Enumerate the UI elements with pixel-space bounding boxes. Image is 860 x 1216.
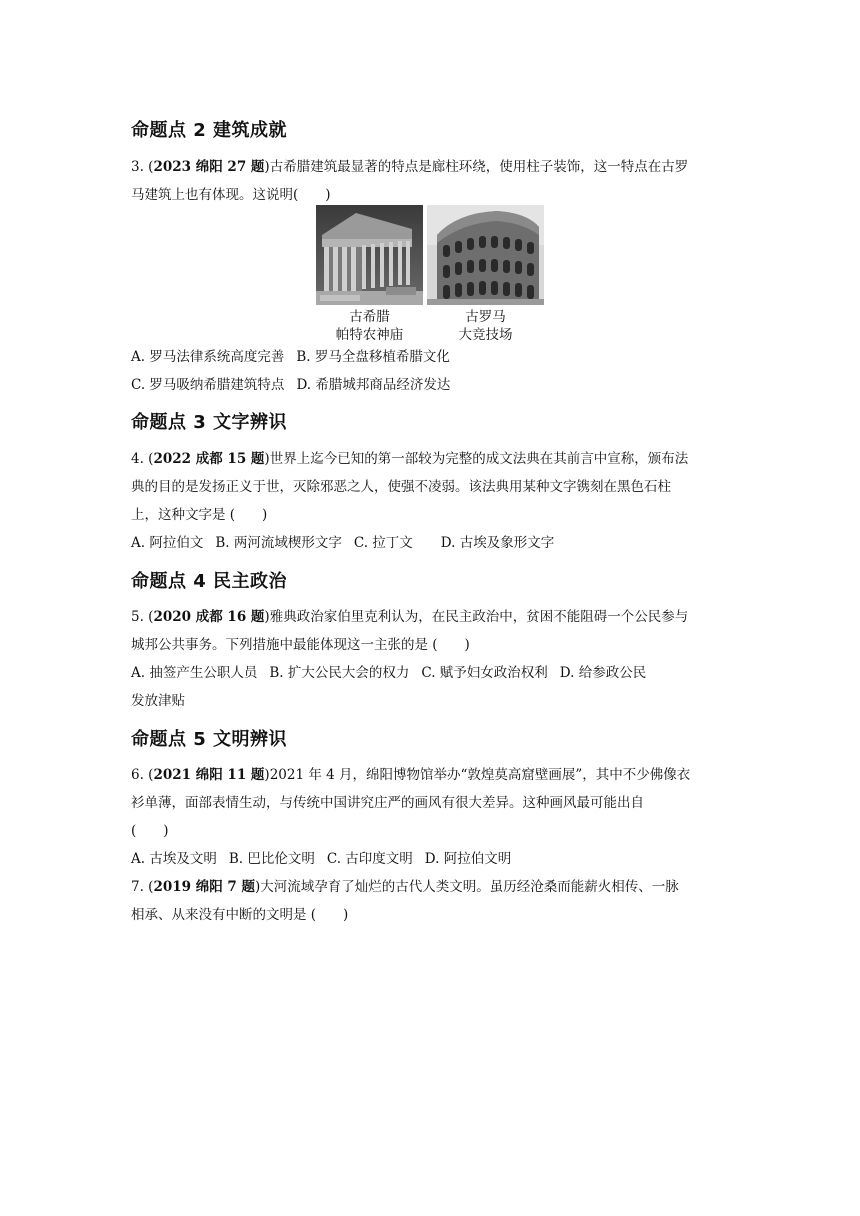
question-3-number: 3. (: [131, 159, 154, 175]
question-6-option-d: D. 阿拉伯文明: [424, 851, 512, 867]
question-7-source: 2019 绵阳 7 题: [153, 879, 256, 895]
question-6-option-a: A. 古埃及文明: [131, 851, 217, 867]
question-3-option-a: A. 罗马法律系统高度完善: [131, 349, 285, 365]
question-4-option-a: A. 阿拉伯文: [131, 535, 204, 551]
question-6-option-c: C. 古印度文明: [326, 851, 413, 867]
question-6-line-2: 衫单薄，面部表情生动，与传统中国讲究庄严的画风有很大差异。这种画风最可能出自: [131, 795, 644, 811]
question-5-option-d: D. 给参政公民: [559, 665, 647, 681]
question-3-option-c: C. 罗马吸纳希腊建筑特点: [131, 377, 285, 393]
question-4-option-b: B. 两河流域楔形文字: [215, 535, 342, 551]
question-5-source: 2020 成都 16 题: [153, 609, 265, 625]
question-6-option-b: B. 巴比伦文明: [228, 851, 315, 867]
section-heading-5: 命题点 5 文明辨识: [131, 729, 288, 750]
question-5-option-c: C. 赋予妇女政治权利: [421, 665, 548, 681]
question-4-text-1: )世界上迄今已知的第一部较为完整的成文法典在其前言中宣称，颁布法: [264, 451, 689, 467]
question-4-line-1: [131, 447, 688, 467]
question-6-number: 6. (: [131, 767, 154, 783]
question-6-line-3: ( ): [131, 823, 169, 839]
section-heading-4: 命题点 4 民主政治: [131, 571, 288, 592]
question-5-option-b: B. 扩大公民大会的权力: [269, 665, 410, 681]
question-3-line-2: 马建筑上也有体现。这说明( ): [131, 187, 331, 203]
question-6-text-1: )2021 年 4 月，绵阳博物馆举办“敦煌莫高窟壁画展”，其中不少佛像衣: [264, 767, 691, 783]
question-6-line-1: [131, 763, 690, 783]
question-6-source: 2021 绵阳 11 题: [153, 767, 265, 783]
question-5-text-1: )雅典政治家伯里克利认为，在民主政治中，贫困不能阻碍一个公民参与: [264, 609, 689, 625]
parthenon-caption-line-2: 帕特农神庙: [335, 327, 404, 343]
question-4-line-3: 上，这种文字是 ( ): [131, 507, 268, 523]
colosseum-caption-line-1: 古罗马: [465, 309, 506, 325]
question-5-line-1: [131, 605, 688, 625]
question-5-line-2: 城邦公共事务。下列措施中最能体现这一主张的是 ( ): [131, 637, 470, 653]
question-5-number: 5. (: [131, 609, 154, 625]
question-3-source: 2023 绵阳 27 题: [153, 159, 265, 175]
colosseum-caption-line-2: 大竞技场: [458, 327, 513, 343]
question-3-option-b: B. 罗马全盘移植希腊文化: [296, 349, 450, 365]
question-4-option-c: C. 拉丁文: [353, 535, 413, 551]
question-3-text-1: )古希腊建筑最显著的特点是廊柱环绕，使用柱子装饰，这一特点在古罗: [264, 159, 689, 175]
question-4-source: 2022 成都 15 题: [153, 451, 265, 467]
parthenon-image: [316, 205, 423, 305]
question-5-option-d-cont: 发放津贴: [131, 693, 185, 709]
question-7-line-1: [131, 875, 679, 895]
question-4-options: [131, 531, 554, 551]
question-7-text-1: )大河流域孕育了灿烂的古代人类文明。虽历经沧桑而能薪火相传、一脉: [255, 879, 679, 895]
question-6-options: [131, 847, 511, 867]
question-3-options-row-2: [131, 373, 450, 393]
question-3-option-d: D. 希腊城邦商品经济发达: [296, 377, 451, 393]
colosseum-caption: [427, 308, 544, 344]
question-4-number: 4. (: [131, 451, 154, 467]
question-7-number: 7. (: [131, 879, 154, 895]
question-5-options: [131, 661, 646, 681]
question-3-options-row-1: [131, 345, 450, 365]
question-3-line-1: [131, 155, 688, 175]
section-heading-2: 命题点 2 建筑成就: [131, 120, 288, 141]
colosseum-image: [427, 205, 544, 305]
section-heading-3: 命题点 3 文字辨识: [131, 412, 288, 433]
parthenon-caption-line-1: 古希腊: [349, 309, 390, 325]
question-5-option-a: A. 抽签产生公职人员: [131, 665, 258, 681]
question-7-line-2: 相承、从来没有中断的文明是 ( ): [131, 907, 349, 923]
parthenon-caption: [316, 308, 423, 344]
question-4-option-d: D. 古埃及象形文字: [440, 535, 555, 551]
question-4-line-2: 典的目的是发扬正义于世，灭除邪恶之人，使强不凌弱。该法典用某种文字镌刻在黑色石柱: [131, 479, 671, 495]
